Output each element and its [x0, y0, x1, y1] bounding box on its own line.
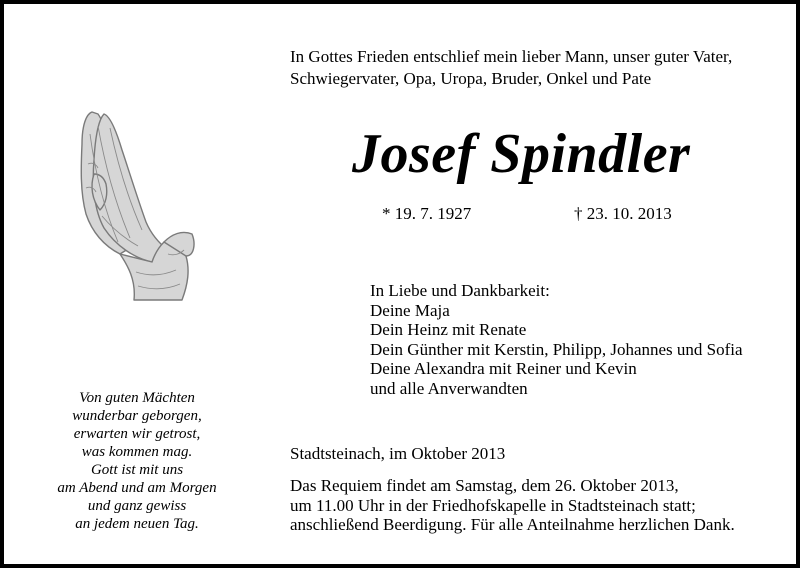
- intro-line: Schwiegervater, Opa, Uropa, Bruder, Onkel und Pate: [290, 69, 652, 88]
- intro-text: [290, 46, 732, 90]
- poem-line: am Abend und am Morgen: [57, 480, 217, 496]
- poem-line: und ganz gewiss: [87, 498, 187, 514]
- poem-line: Von guten Mächten: [79, 390, 195, 406]
- place-date: Stadtsteinach, im Oktober 2013: [290, 444, 506, 463]
- death-date: † 23. 10. 2013: [574, 204, 672, 223]
- poem-line: Gott ist mit uns: [90, 462, 184, 478]
- mourners-line: Dein Günther mit Kerstin, Philipp, Johannes und Sofia: [370, 339, 743, 359]
- praying-hands-icon: [64, 104, 204, 304]
- mourners-line: Deine Maja: [370, 300, 450, 320]
- service-line: anschließend Beerdigung. Für alle Anteilnahme herzlichen Dank.: [290, 515, 735, 534]
- poem-line: wunderbar geborgen,: [72, 408, 202, 424]
- mourners-line: In Liebe und Dankbarkeit:: [370, 281, 550, 300]
- service-line: Das Requiem findet am Samstag, dem 26. Oktober 2013,: [290, 476, 679, 495]
- intro-line: In Gottes Frieden entschlief mein lieber Mann, unser guter Vater,: [290, 47, 733, 66]
- poem: [34, 389, 240, 533]
- service-info: [290, 476, 735, 535]
- birth-date: * 19. 7. 1927: [382, 204, 472, 223]
- mourners-line: Deine Alexandra mit Reiner und Kevin: [370, 359, 637, 378]
- mourners-line: und alle Anverwandten: [370, 378, 528, 398]
- poem-line: was kommen mag.: [81, 444, 193, 460]
- poem-line: an jedem neuen Tag.: [75, 516, 199, 532]
- deceased-name: Josef Spindler: [352, 123, 691, 185]
- poem-line: erwarten wir getrost,: [73, 426, 201, 442]
- service-line: um 11.00 Uhr in der Friedhofskapelle in Stadtsteinach statt;: [290, 495, 696, 515]
- mourners-list: [370, 281, 743, 398]
- mourners-line: Dein Heinz mit Renate: [370, 320, 527, 339]
